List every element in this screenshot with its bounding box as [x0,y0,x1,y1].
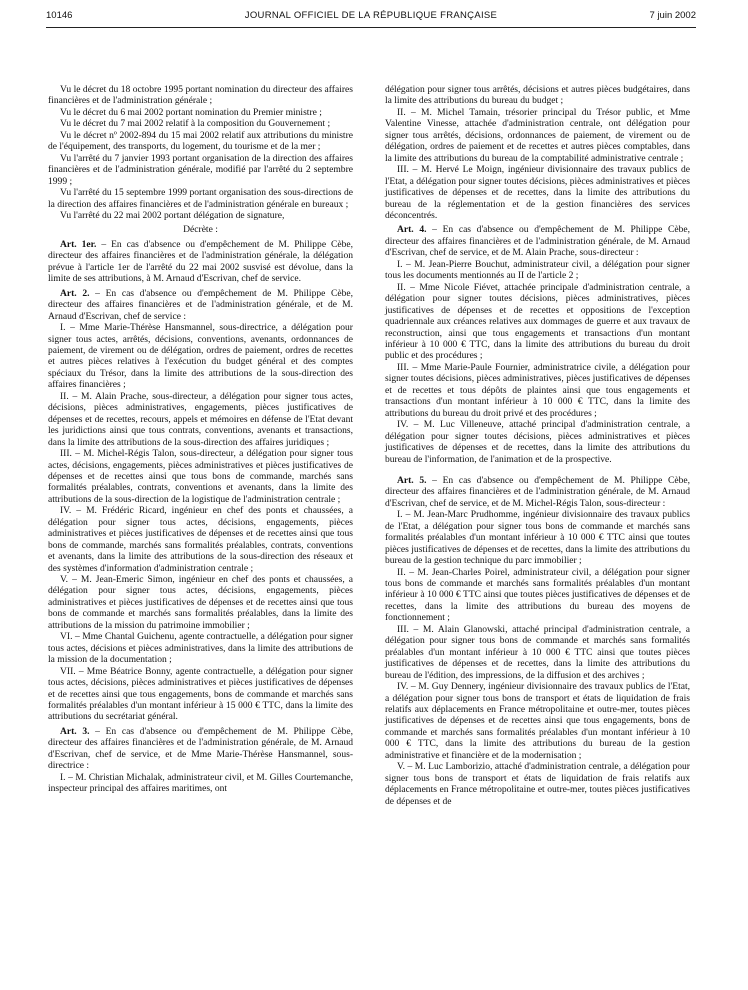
article-paragraph [385,224,690,258]
body-paragraph: III. – Mme Marie-Paule Fournier, administratrice civile, a délégation pour signer toutes décisions, pièces administratives, pièces justificatives de dépenses et de recettes et tous dépôts de plaintes ainsi que tous engagements et transactions d'un montant inférieur à 10 000 € TTC, dans la limite des attributions du bureau du droit privé et des procédures ; [385,361,690,419]
body-paragraph: III. – M. Michel-Régis Talon, sous-directeur, a délégation pour signer tous actes, décisions, engagements, pièces administratives et pièces justificatives de dépenses et de recettes ainsi que tous bons de commande, marchés sans formalités préalables, contrats, conventions et avenants, dans la limite des attributions de la sous-direction de la logistique de l'administration centrale ; [48,448,353,505]
article-label: Art. 4. [397,224,427,236]
right-column [385,84,690,807]
body-paragraph: IV. – M. Guy Dennery, ingénieur divisionnaire des travaux publics de l'Etat, a délégation pour signer tous bons de transport et états de liquidation de frais relatifs aux déplacements en France métropolitaine et outre-mer, toutes pièces justificatives de dépenses et de recettes ainsi que tous engagements, bons de commande et marchés sans formalités préalables d'un montant inférieur à 10 000 € TTC, dans la limite des attributions du bureau de la gestion administrative et financière et de la modernisation ; [385,681,690,761]
article-text: – En cas d'absence ou d'empêchement de M. Philippe Cèbe, directeur des affaires financières et de l'administration générale, la délégation prévue à l'article 1er de l'arrêté du 22 mai 2002 susvisé est dévolue, dans la limite de ses attributions, à M. Arnaud d'Escrivan, chef de service. [48,238,354,285]
body-paragraph: Vu l'arrêté du 15 septembre 1999 portant organisation des sous-directions de la direction des affaires financières et de l'administration générale en bureaux ; [48,187,353,210]
body-paragraph: II. – Mme Nicole Fiévet, attachée principale d'administration centrale, a délégation pour signer toutes décisions, pièces administratives, pièces justificatives de dépenses et de recettes et oppositions de l'exception quadriennale aux créances relatives aux dommages de guerre et aux travaux de reconstruction, ainsi que tous engagements et transactions d'un montant inférieur à 10 000 € TTC, dans la limite des attributions du bureau du droit public et des procédures ; [385,281,690,362]
body-paragraph: Vu le décret du 6 mai 2002 portant nomination du Premier ministre ; [60,106,322,118]
article-text: – En cas d'absence ou d'empêchement de M. Philippe Cèbe, directeur des affaires financières et de l'administration générale, et de M. Arnaud d'Escrivan, chef de service : [48,287,354,322]
body-paragraph: I. – M. Jean-Marc Prudhomme, ingénieur divisionnaire des travaux publics de l'Etat, a délégation pour signer tous bons de commande et marchés sans formalités préalables d'un montant inférieur à 10 000 € TTC ainsi que toutes pièces justificatives de dépenses et de recettes, dans la limite des attributions du bureau de la gestion technique du parc immobilier ; [385,509,690,567]
body-paragraph: II. – M. Jean-Charles Poirel, administrateur civil, a délégation pour signer tous bons de commande et marchés sans formalités préalables d'un montant inférieur à 10 000 € TTC ainsi que toutes pièces justificatives de dépenses et de recettes, dans la limite des attributions du bureau des moyens de fonctionnement ; [385,566,690,624]
body-paragraph: Vu l'arrêté du 22 mai 2002 portant délégation de signature, [60,209,285,221]
article-paragraph [48,726,353,772]
body-paragraph: V. – M. Jean-Emeric Simon, ingénieur en chef des ponts et chaussées, a délégation pour signer tous actes, décisions, engagements, pièces administratives et pièces justificatives de dépenses et de recettes ainsi que tous bons de commande et marchés sans formalités préalables, dans la limite des attributions de la mission du patrimoine immobilier ; [48,574,353,631]
article-label: Art. 1er. [60,238,97,250]
article-label: Art. 3. [60,725,90,737]
body-paragraph: délégation pour signer tous arrêtés, décisions et autres pièces budgétaires, dans la limite des attributions du bureau du budget ; [385,84,690,107]
body-paragraph: I. – M. Jean-Pierre Bouchut, administrateur civil, a délégation pour signer tous les documents mentionnés au II de l'article 2 ; [385,258,690,282]
body-paragraph: III. – M. Hervé Le Moign, ingénieur divisionnaire des travaux publics de l'Etat, a délégation pour signer toutes décisions, pièces administratives et pièces justificatives de dépenses et de recettes, dans la limite des attributions du bureau de la réglementation et de la gestion financières des services déconcentrés. [385,164,690,221]
decree-heading: Décrète : [183,224,218,236]
left-column [48,84,353,795]
article-text: – En cas d'absence ou d'empêchement de M. Philippe Cèbe, directeur des affaires financières et de l'administration générale, de M. Arnaud d'Escrivan, chef de service, et de M. Michel-Régis Talon, sous-directeur : [385,474,691,509]
journal-title: JOURNAL OFFICIEL DE LA RÉPUBLIQUE FRANÇAISE [244,10,498,21]
body-paragraph: I. – M. Christian Michalak, administrateur civil, et M. Gilles Courtemanche, inspecteur principal des affaires maritimes, ont [48,771,353,795]
body-paragraph: Vu le décret nº 2002-894 du 15 mai 2002 relatif aux attributions du ministre de l'équipement, des transports, du logement, du tourisme et de la mer ; [48,129,353,153]
body-paragraph: II. – M. Michel Tamain, trésorier principal du Trésor public, et Mme Valentine Vinesse, attachée d'administration centrale, ont délégation pour signer tous arrêtés, décisions, ordonnances de paiement, de virement ou de délégation, ordres de paiement et de recettes et autres pièces comptables, dans la limite des attributions du bureau de la comptabilité administrative centrale ; [385,106,690,164]
body-paragraph: IV. – M. Frédéric Ricard, ingénieur en chef des ponts et chaussées, a délégation pour signer tous actes, décisions, engagements, pièces administratives et pièces justificatives de dépenses et de recettes ainsi que tous bons de commande, marchés sans formalités préalables, contrats, conventions et avenants, dans la limite des attributions de la sous-direction des réseaux et des systèmes d'information d'administration centrale ; [48,505,353,574]
article-paragraph [48,239,353,285]
body-paragraph: IV. – M. Luc Villeneuve, attaché principal d'administration centrale, a délégation pour signer toutes décisions, pièces administratives et pièces justificatives de dépenses et de recettes, dans la limite des attributions du bureau de l'information, de l'animation et de la prospective. [385,419,690,465]
article-text: – En cas d'absence ou d'empêchement de M. Philippe Cèbe, directeur des affaires financières et de l'administration générale, de M. Arnaud d'Escrivan, chef de service, et de M. Alain Prache, sous-directeur : [385,224,691,259]
article-label: Art. 5. [397,474,427,486]
article-paragraph [385,475,690,509]
body-paragraph: VII. – Mme Béatrice Bonny, agente contractuelle, a délégation pour signer tous actes, décisions, pièces administratives et pièces justificatives de dépenses et de recettes ainsi que tous engagements, bons de commande et marchés sans formalités préalables d'un montant inférieur à 15 000 € TTC, dans la limite des attributions du secrétariat général. [48,665,353,723]
body-paragraph: I. – Mme Marie-Thérèse Hansmannel, sous-directrice, a délégation pour signer tous actes, arrêtés, décisions, conventions, avenants, ordonnances de paiement, de virement ou de délégation, ordres de paiement, ordres de recettes et autres pièces relatives à l'exécution du budget général et des comptes spéciaux du Trésor, dans la limite des attributions de la sous-direction des affaires financières ; [48,322,353,391]
body-paragraph: II. – M. Alain Prache, sous-directeur, a délégation pour signer tous actes, décisions, pièces administratives, engagements, pièces justificatives de dépenses et de recettes, recours, appels et mémoires en défense de l'Etat devant les juridictions ainsi que tous contrats, conventions, avenants et transactions, dans la limite des attributions de la sous-direction des affaires juridiques ; [48,390,353,448]
article-paragraph [48,288,353,322]
body-paragraph: V. – M. Luc Lamborizio, attaché d'administration centrale, a délégation pour signer tous bons de transport et états de liquidation de frais relatifs aux déplacements en France métropolitaine et outre-mer, toutes pièces justificatives de dépenses et de [385,761,690,807]
page-header [46,10,696,24]
article-text: – En cas d'absence ou d'empêchement de M. Philippe Cèbe, directeur des affaires financières et de l'administration générale, de M. Arnaud d'Escrivan, chef de service, et de Mme Marie-Thérèse Hansmannel, sous-directrice : [48,725,354,772]
body-paragraph: Vu le décret du 7 mai 2002 relatif à la composition du Gouvernement ; [60,118,331,130]
body-paragraph: VI. – Mme Chantal Guichenu, agente contractuelle, a délégation pour signer tous actes, décisions et pièces administratives, dans la limite des attributions de la mission de la documentation ; [48,631,353,666]
body-paragraph: Vu l'arrêté du 7 janvier 1993 portant organisation de la direction des affaires financières et de l'administration générale, modifié par l'arrêté du 2 septembre 1999 ; [48,152,353,187]
publication-date: 7 juin 2002 [649,10,696,21]
body-paragraph: Vu le décret du 18 octobre 1995 portant nomination du directeur des affaires financières et de l'administration générale ; [48,84,353,107]
body-paragraph: III. – M. Alain Glanowski, attaché principal d'administration centrale, a délégation pour signer tous bons de commande et marchés sans formalités préalables d'un montant inférieur à 10 000 € TTC ainsi que toutes pièces justificatives de dépenses et de recettes, dans la limite des attributions du bureau de l'édition, des impressions, de la diffusion et des archives ; [385,623,690,681]
header-rule [46,27,696,28]
page-number: 10146 [46,10,73,21]
article-label: Art. 2. [60,287,90,299]
